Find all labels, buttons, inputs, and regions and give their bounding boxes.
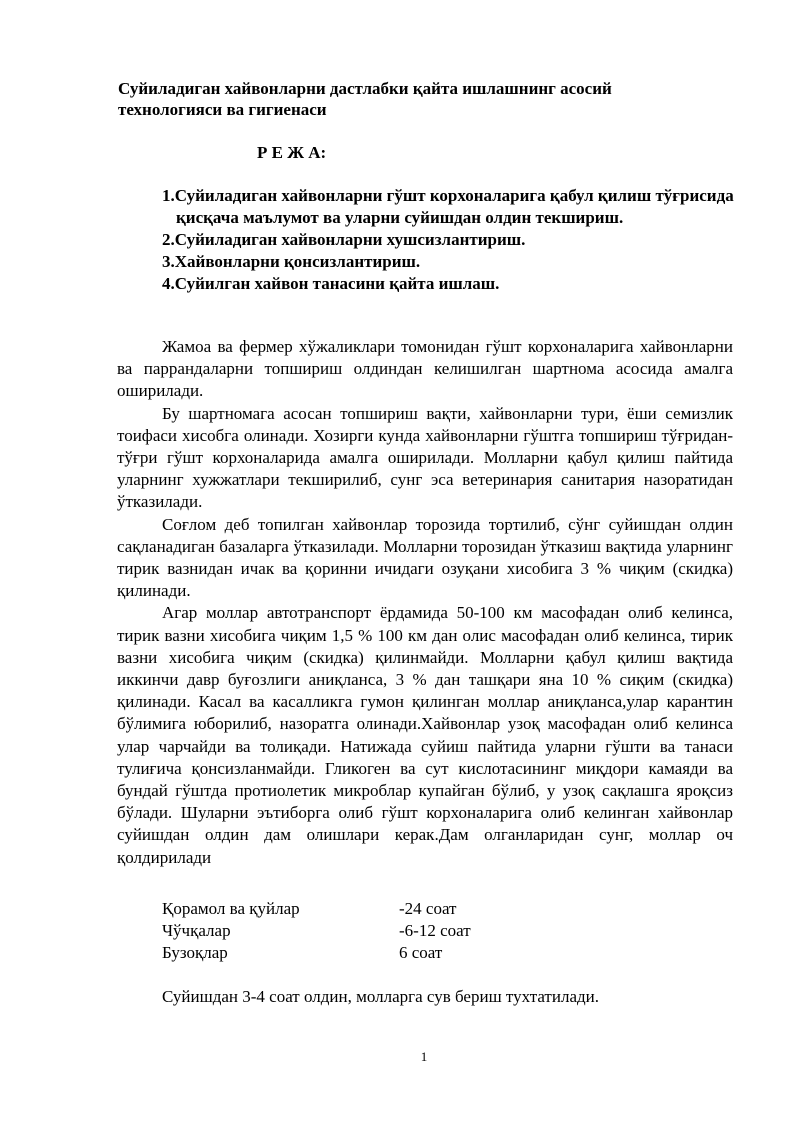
rest-time-table (162, 898, 471, 964)
plan-item: 4.Суйилган хайвон танасини қайта ишлаш. (162, 274, 500, 293)
page-number: 1 (420, 1049, 428, 1064)
paragraph: Агар моллар автотранспорт ёрдамида 50-100 км масофадан олиб келинса, тирик вазни хисобига чиқим 1,5 % 100 км дан олис масофадан олиб келинса, тирик вазни хисобига чиқим (скидка) қилинмайди. Молларни қабул қилиш вақтида иккинчи давр буғозлиги аниқланса, 3 % дан ташқари яна 10 % сиқим (скидка) қилинади. Касал ва касалликга гумон қилинган моллар аниқланса,улар карантин бўлимига юборилиб, назоратга олинади.Хайвонлар узоқ масофадан олиб келинса улар чарчайди ва толиқади. Натижада суйиш пайтида уларни гўшти ва танаси тулиғича қонсизланмайди. Гликоген ва сут кислотасининг миқдори камаяди ва бундай гўштда протиолетик микроблар купайган бўлиб, у узоқ сақлашга яроқсиз бўлади. Шуларни эътиборга олиб гўшт корхоналарига олиб келинган хайвонлар суйишдан олдин дам олишлари керак.Дам олганларидан сунг, моллар оч қолдирилади (117, 603, 733, 867)
plan-item: 1.Суйиладиган хайвонларни гўшт корхоналарига қабул қилиш тўғрисида қисқача маълумот ва уларни суйишдан олдин текшириш. (162, 186, 734, 227)
closing-sentence: Суйишдан 3-4 соат олдин, молларга сув бериш тухтатилади. (162, 987, 599, 1006)
table-row (162, 898, 471, 920)
table-row (162, 942, 471, 964)
paragraph: Соғлом деб топилган хайвонлар торозида тортилиб, сўнг суйишдан олдин сақланадиган базаларга ўтказилади. Молларни торозидан ўтказиш вақтида уларнинг тирик вазнидан ичак ва қоринни ичидаги озуқани хисобига 3 % чиқим (скидка) қилинади. (117, 514, 733, 601)
plan-item: 3.Хайвонларни қонсизлантириш. (162, 252, 421, 271)
plan-item: 2.Суйиладиган хайвонларни хушсизлантириш. (162, 230, 526, 249)
paragraph: Бу шартномага асосан топшириш вақти, хайвонларни тури, ёши семизлик тоифаси хисобга олинади. Хозирги кунда хайвонларни гўштга топшириш тўғридан-тўғри гўшт корхоналарида амалга оширилади. Молларни қабул қилиш пайтида уларнинг хужжатлари текширилиб, сунг эса ветеринария санитария назоратидан ўтказилади. (117, 403, 733, 512)
plan-heading: Р Е Ж А: (257, 143, 327, 162)
animal-cell: Чўчқалар (162, 921, 231, 940)
animal-cell: Бузоқлар (162, 943, 228, 962)
plan-list (162, 185, 742, 295)
document-title: Суйиладиган хайвонларни дастлабки қайта ишлашнинг асосий технологияси ва гигиенаси (118, 79, 612, 119)
body-text (117, 336, 733, 869)
time-cell: -24 соат (399, 899, 457, 918)
paragraph: Жамоа ва фермер хўжаликлари томонидан гўшт корхоналарига хайвонларни ва паррандаларни топшириш олдиндан келишилган шартнома асосида амалга оширилади. (117, 337, 733, 401)
table-row (162, 920, 471, 942)
time-cell: -6-12 соат (399, 921, 471, 940)
animal-cell: Қорамол ва қуйлар (162, 899, 300, 918)
time-cell: 6 соат (399, 943, 443, 962)
